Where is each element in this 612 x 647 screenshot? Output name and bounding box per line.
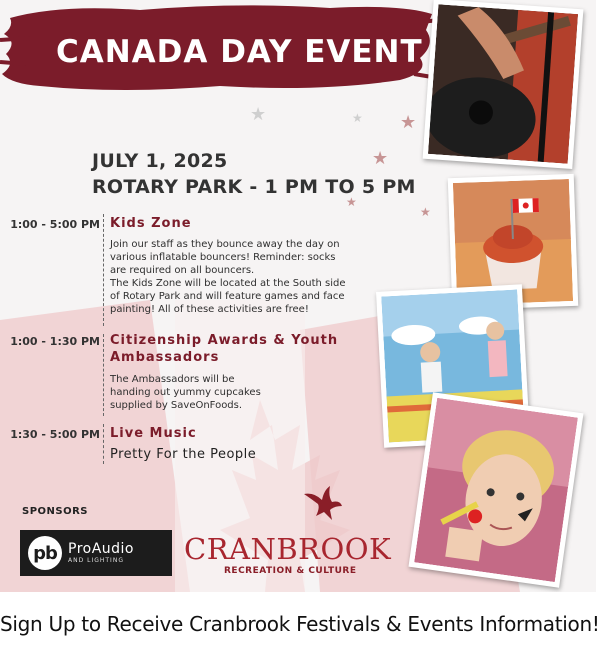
schedule-description: The Ambassadors will be handing out yummy cupcakes supplied by SaveOnFoods.: [110, 374, 261, 411]
star-icon: ★: [250, 104, 267, 125]
schedule-title: Live Music: [110, 426, 197, 441]
cranbrook-logo: [184, 484, 398, 580]
face-paint-image: [414, 398, 578, 582]
schedule-divider: [103, 334, 104, 416]
star-icon: ★: [352, 111, 363, 125]
star-icon: ★: [346, 195, 357, 209]
schedule-time: 1:00 - 1:30 PM: [10, 335, 100, 348]
schedule-title: Kids Zone: [110, 216, 192, 231]
schedule-divider: [103, 424, 104, 464]
schedule-time: 1:00 - 5:00 PM: [10, 218, 100, 231]
schedule-divider: [103, 214, 104, 326]
star-icon: ★: [372, 148, 389, 169]
eagle-icon: [302, 484, 344, 522]
guitar-image: [428, 4, 578, 163]
signup-link[interactable]: Sign Up to Receive Cranbrook Festivals & Events Information!: [0, 612, 600, 636]
photo-face-paint: [408, 392, 583, 587]
band-name: Pretty For the People: [110, 447, 257, 462]
schedule-title: Ambassadors: [110, 350, 220, 365]
proaudio-tagline: AND LIGHTING: [68, 557, 124, 564]
proaudio-name: ProAudio: [68, 541, 135, 557]
pb-logo-mark: pb: [28, 536, 62, 570]
cranbrook-name: CRANBROOK: [184, 532, 392, 566]
sponsors-label: SPONSORS: [22, 506, 89, 517]
star-icon: ★: [400, 112, 417, 133]
event-title: CANADA DAY EVENT: [56, 34, 423, 70]
schedule-description: Join our staff as they bounce away the day on various inflatable bouncers! Reminder: socks are required on all bouncers. The Kids Zone will be located at the South side of Rotary Park and will feature games and face painting! All of these activities are free!: [110, 239, 346, 315]
photo-guitarist: [423, 0, 584, 169]
event-location: ROTARY PARK - 1 PM TO 5 PM: [92, 176, 416, 198]
schedule-title: Citizenship Awards & Youth: [110, 333, 339, 348]
proaudio-logo: [20, 530, 172, 576]
cranbrook-tagline: RECREATION & CULTURE: [224, 566, 357, 576]
event-date: JULY 1, 2025: [92, 150, 228, 172]
schedule-time: 1:30 - 5:00 PM: [10, 428, 100, 441]
star-icon: ★: [420, 205, 431, 219]
